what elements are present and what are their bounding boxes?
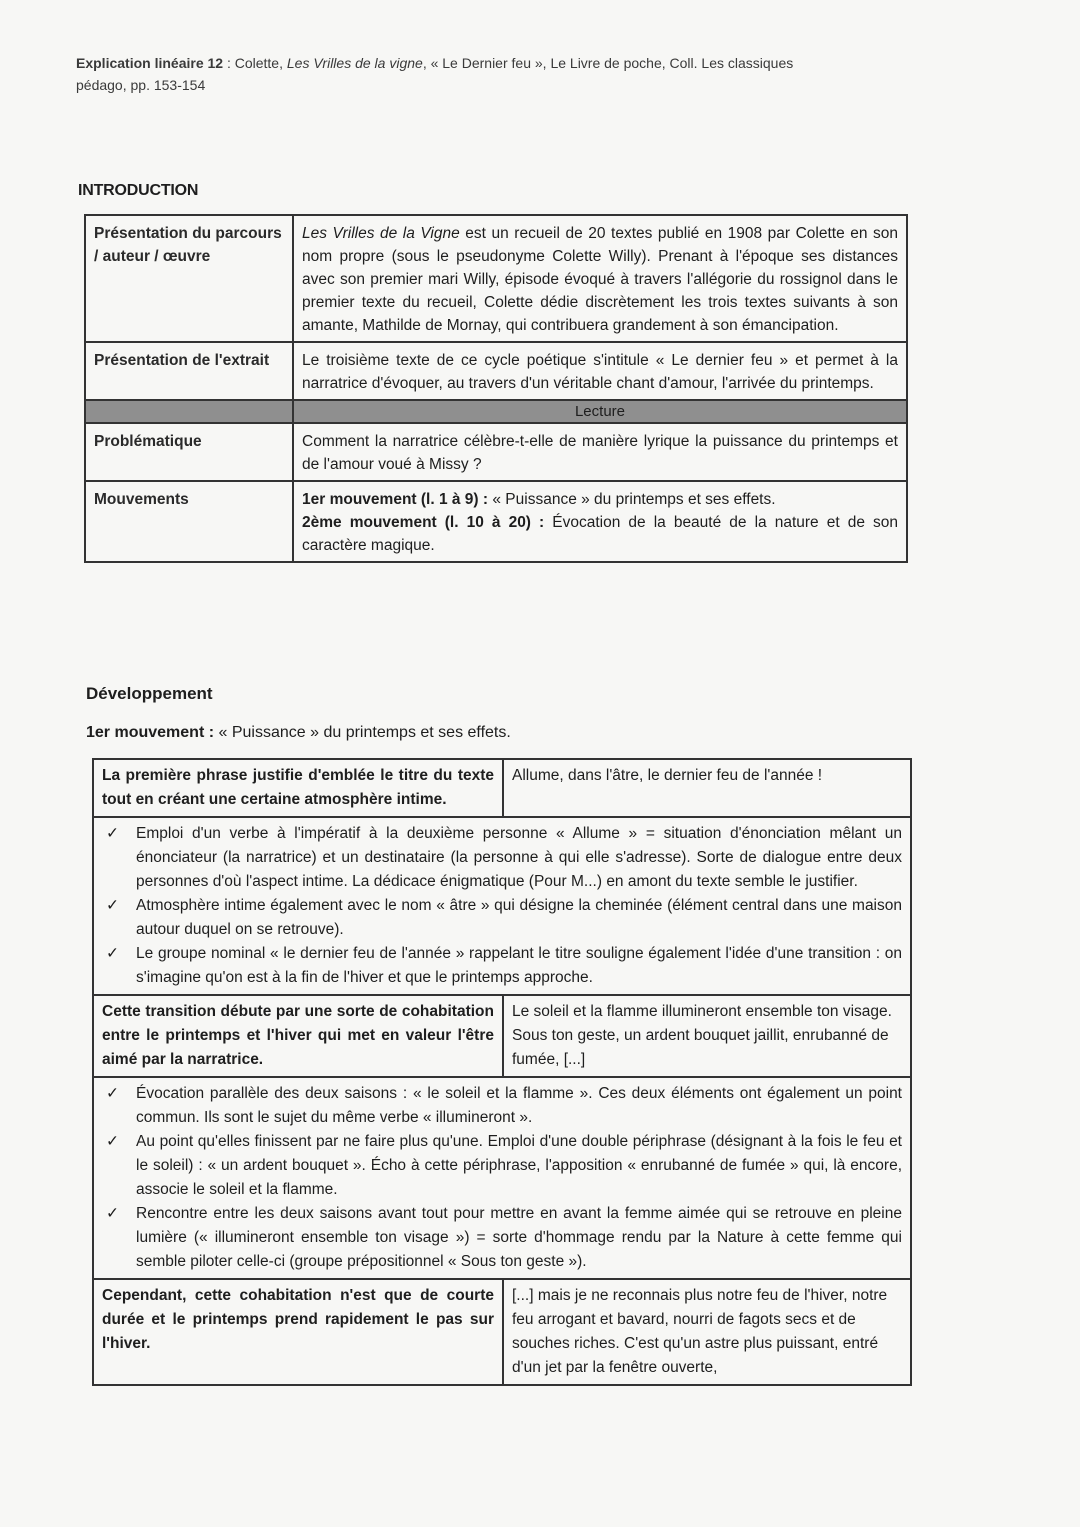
intro-row-mouvements [85, 481, 907, 562]
analysis-row [93, 995, 911, 1077]
intro-row-presentation [85, 215, 907, 342]
intro-text [293, 215, 907, 342]
intro-text: Comment la narratrice célèbre-t-elle de manière lyrique la puissance du printemps et de l'amour voué à Missy ? [293, 423, 907, 481]
analysis-claim: La première phrase justifie d'emblée le titre du texte tout en créant une certaine atmosphère intime. [93, 759, 503, 817]
developpement-title: Développement [86, 684, 213, 703]
note-text: Au point qu'elles finissent par ne faire plus qu'une. Emploi d'une double périphrase (désignant à la fois le feu et le soleil) : « un ardent bouquet ». Écho à cette périphrase, l'apposition « enrubanné de fumée » qui, là encore, associe le soleil et la flamme. [136, 1133, 902, 1198]
intro-text-body: est un recueil de 20 textes publié en 1908 par Colette en son nom propre (sous le pseudonyme Colette Willy). Prenant à l'époque ses distances avec son premier mari Willy, épisode évoqué à travers l'allégorie du rossignol dans le premier texte du recueil, Colette dédie discrètement les trois textes suivants à son amante, Mathilde de Mornay, qui contribuera grandement à son émancipation. [302, 225, 899, 334]
introduction-table [84, 214, 908, 563]
lecture-label: Lecture [293, 400, 907, 423]
note-item [102, 1130, 902, 1202]
movement-2-label: 2ème mouvement (l. 10 à 20) : [302, 514, 545, 531]
checkmark-icon: ✓ [106, 897, 119, 914]
checkmark-icon: ✓ [106, 1205, 119, 1222]
intro-label: Mouvements [85, 481, 293, 562]
movement-1 [302, 488, 898, 511]
checkmark-icon: ✓ [106, 825, 119, 842]
checkmark-icon: ✓ [106, 1133, 119, 1150]
introduction-title: INTRODUCTION [78, 182, 199, 199]
intro-label: Présentation du parcours / auteur / œuvre [85, 215, 293, 342]
analysis-notes-row [93, 1077, 911, 1279]
intro-work-title: Les Vrilles de la Vigne [302, 225, 460, 242]
analysis-notes [93, 817, 911, 995]
movement-2 [302, 511, 898, 557]
movement-1-text: « Puissance » du printemps et ses effets. [488, 491, 776, 508]
intro-label: Présentation de l'extrait [85, 342, 293, 400]
movement-1-label: 1er mouvement (l. 1 à 9) : [302, 491, 489, 508]
note-text: Emploi d'un verbe à l'impératif à la deuxième personne « Allume » = situation d'énonciation mêlant un énonciateur (la narratrice) et un destinataire (la personne à qui elle s'adresse). Sorte de dialogue entre deux personnes d'où l'aspect intime. La dédicace énigmatique (Pour M...) en amont du texte semble le justifier. [136, 825, 902, 890]
analysis-notes [93, 1077, 911, 1279]
intro-row-lecture [85, 400, 907, 423]
mouvement-1-text: « Puissance » du printemps et ses effets. [214, 724, 511, 741]
analysis-row [93, 1279, 911, 1385]
note-item [102, 1082, 902, 1130]
header-reference: , « Le Dernier feu », Le Livre de poche, Coll. Les classiques [422, 55, 794, 71]
note-text: Évocation parallèle des deux saisons : « le soleil et la flamme ». Ces deux éléments ont également un point commun. Ils sont le sujet du même verbe « illumineront ». [136, 1085, 902, 1126]
analysis-quote: Le soleil et la flamme illumineront ensemble ton visage. Sous ton geste, un ardent bouquet jaillit, enrubanné de fumée, [...] [503, 995, 911, 1077]
analysis-quote: Allume, dans l'âtre, le dernier feu de l'année ! [503, 759, 911, 817]
analysis-claim: Cette transition débute par une sorte de cohabitation entre le printemps et l'hiver qui met en valeur l'être aimé par la narratrice. [93, 995, 503, 1077]
note-text: Rencontre entre les deux saisons avant tout pour mettre en avant la femme aimée qui se retrouve en pleine lumière (« illumineront ensemble ton visage ») = sorte d'hommage rendu par la Nature à cette femme qui semble piloter celle-ci (groupe prépositionnel « Sous ton geste »). [136, 1205, 902, 1270]
intro-label: Problématique [85, 423, 293, 481]
intro-row-problematique [85, 423, 907, 481]
analysis-quote: [...] mais je ne reconnais plus notre feu de l'hiver, notre feu arrogant et bavard, nourri de fagots secs et de souches riches. C'est qu'un astre plus puissant, entré d'un jet par la fenêtre ouverte, [503, 1279, 911, 1385]
movement-2-text: Évocation de la beauté de la nature et de son caractère magique. [302, 514, 899, 554]
analysis-claim: Cependant, cette cohabitation n'est que de courte durée et le printemps prend rapidement le pas sur l'hiver. [93, 1279, 503, 1385]
analysis-notes-row [93, 817, 911, 995]
mouvement-1-title [86, 724, 511, 742]
intro-text: Le troisième texte de ce cycle poétique s'intitule « Le dernier feu » et permet à la narratrice d'évoquer, au travers d'un véritable chant d'amour, l'arrivée du printemps. [293, 342, 907, 400]
checkmark-icon: ✓ [106, 1085, 119, 1102]
header-separator: : [223, 55, 235, 71]
intro-label [85, 400, 293, 423]
intro-row-extrait [85, 342, 907, 400]
header-label: Explication linéaire 12 [76, 55, 224, 71]
header-author: Colette, [234, 55, 283, 71]
analysis-table [92, 758, 912, 1386]
note-text: Atmosphère intime également avec le nom « âtre » qui désigne la cheminée (élément central dans une maison autour duquel on se retrouve). [136, 897, 902, 938]
header-pages: pédago, pp. 153-154 [76, 77, 206, 93]
checkmark-icon: ✓ [106, 945, 119, 962]
header-work-title: Les Vrilles de la vigne [286, 55, 423, 71]
note-item [102, 1202, 902, 1274]
note-text: Le groupe nominal « le dernier feu de l'année » rappelant le titre souligne également l'idée d'une transition : on s'imagine qu'on est à la fin de l'hiver et que le printemps approche. [136, 945, 902, 986]
note-item [102, 822, 902, 894]
note-item [102, 942, 902, 990]
analysis-row [93, 759, 911, 817]
note-item [102, 894, 902, 942]
intro-text [293, 481, 907, 562]
mouvement-1-label: 1er mouvement : [86, 724, 215, 741]
document-header [76, 52, 996, 96]
